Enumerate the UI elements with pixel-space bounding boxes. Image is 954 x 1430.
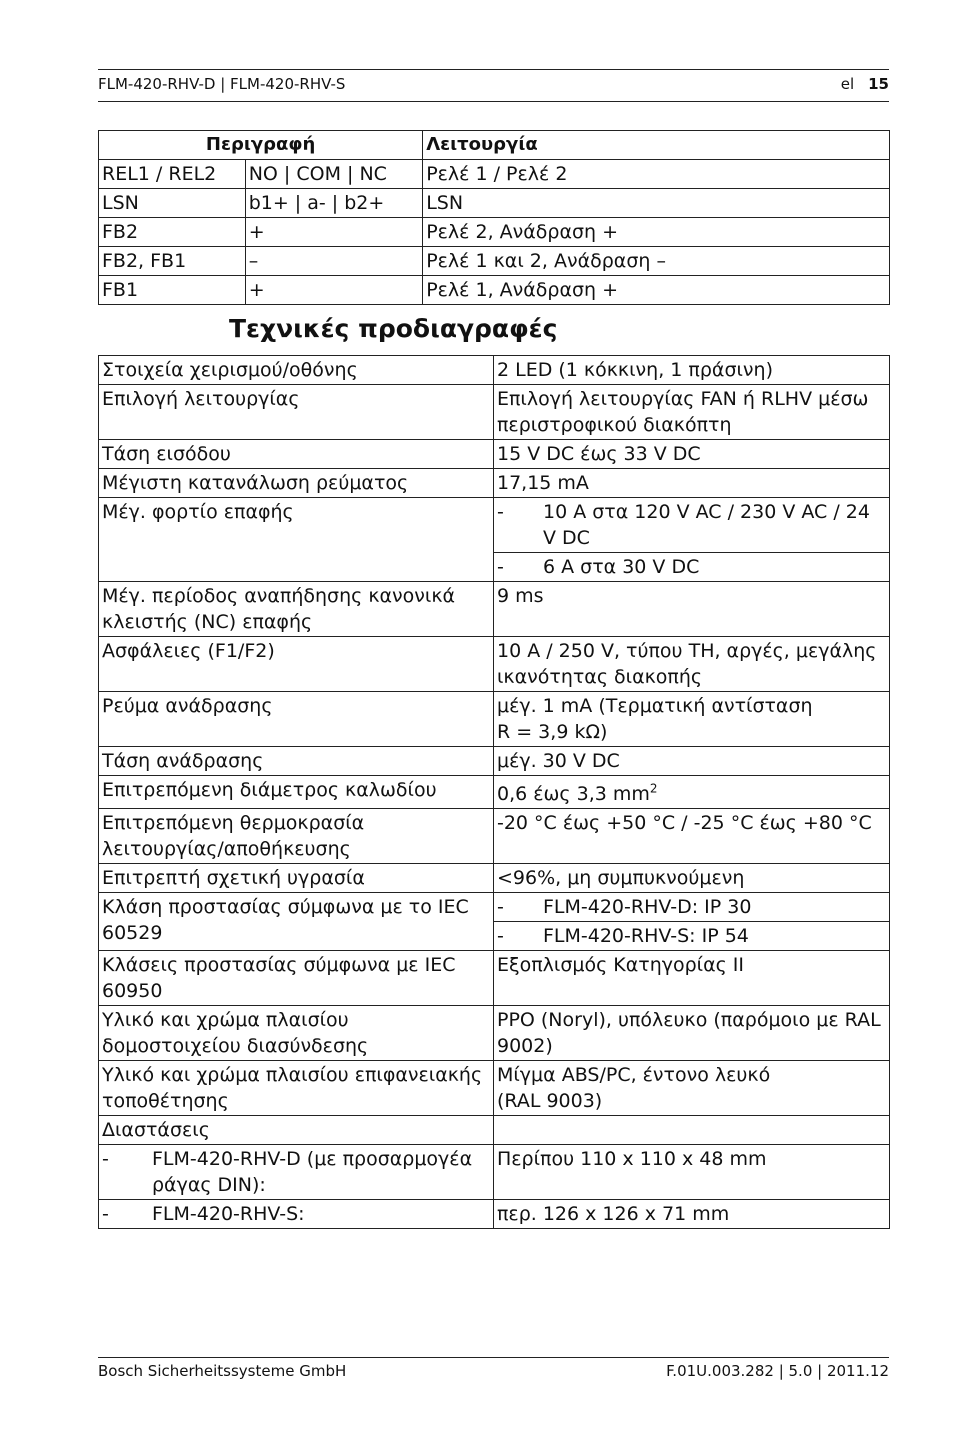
spec-value: PPO (Noryl), υπόλευκο (παρόμοιο με RAL 9002): [493, 1006, 889, 1061]
bullet-text: FLM-420-RHV-S: IP 54: [542, 925, 749, 947]
spec-label: Μέγ. φορτίο επαφής: [99, 498, 494, 582]
spec-label: Κλάσεις προστασίας σύμφωνα με IEC 60950: [99, 951, 494, 1006]
value-text: 0,6 έως 3,3 mm: [496, 783, 650, 805]
table-row: [99, 951, 890, 1006]
page-header: [98, 69, 889, 102]
bullet-text: FLM-420-RHV-S:: [152, 1203, 305, 1225]
footer-company: Bosch Sicherheitssysteme GmbH: [98, 1362, 347, 1380]
spec-label: Υλικό και χρώμα πλαισίου δομοστοιχείου διασύνδεσης: [99, 1006, 494, 1061]
header-language: el: [840, 75, 855, 93]
table-row: [99, 776, 890, 809]
spec-label: Επιτρεπόμενη θερμοκρασία λειτουργίας/αποθήκευσης: [99, 809, 494, 864]
table-cell: b1+ | a- | b2+: [245, 189, 423, 218]
table-row: [99, 385, 890, 440]
section-title: Τεχνικές προδιαγραφές: [229, 314, 558, 343]
table-row: [99, 469, 890, 498]
spec-value: [493, 498, 889, 582]
bullet: -: [496, 556, 504, 578]
spec-label: Επιλογή λειτουργίας: [99, 385, 494, 440]
bullet: -: [102, 1148, 109, 1170]
table-row: [99, 356, 890, 385]
superscript: 2: [649, 781, 658, 796]
spec-label: Μέγιστη κατανάλωση ρεύματος: [99, 469, 494, 498]
table-row: [99, 276, 890, 305]
spec-value: 17,15 mA: [493, 469, 889, 498]
bullet-text: 6 A στα 30 V DC: [542, 556, 700, 578]
spec-label: Επιτρεπτή σχετική υγρασία: [99, 864, 494, 893]
table-row: [99, 893, 890, 951]
specs-table: [98, 355, 890, 1229]
bullet-text: FLM-420-RHV-D (με προσαρμογέα ράγας DIN):: [152, 1148, 473, 1196]
column-header-description: Περιγραφή: [99, 131, 423, 160]
spec-label: Κλάση προστασίας σύμφωνα με το IEC 60529: [99, 893, 494, 951]
table-row: [99, 809, 890, 864]
spec-label: Στοιχεία χειρισμού/οθόνης: [99, 356, 494, 385]
spec-label: Υλικό και χρώμα πλαισίου επιφανειακής τοποθέτησης: [99, 1061, 494, 1116]
table-row: [99, 692, 890, 747]
table-row: [99, 160, 890, 189]
value-line: Μίγμα ABS/PC, έντονο λευκό: [496, 1064, 771, 1086]
table-cell: NO | COM | NC: [245, 160, 423, 189]
spec-value: [493, 893, 889, 951]
value-line: R = 3,9 kΩ): [496, 721, 608, 743]
table-row: [99, 747, 890, 776]
table-row: [99, 498, 890, 582]
spec-value: Εξοπλισμός Κατηγορίας II: [493, 951, 889, 1006]
spec-value: [493, 1061, 889, 1116]
terminal-table: [98, 130, 890, 305]
spec-label: Τάση ανάδρασης: [99, 747, 494, 776]
table-row: [99, 1061, 890, 1116]
spec-value: 2 LED (1 κόκκινη, 1 πράσινη): [493, 356, 889, 385]
table-cell: FB2, FB1: [99, 247, 246, 276]
table-cell: Ρελέ 1 / Ρελέ 2: [423, 160, 890, 189]
column-header-function: Λειτουργία: [423, 131, 890, 160]
spec-value: περ. 126 x 126 x 71 mm: [493, 1200, 889, 1229]
value-line: μέγ. 1 mA (Τερματική αντίσταση: [496, 695, 813, 717]
table-cell: +: [245, 276, 423, 305]
page-footer: [98, 1357, 889, 1380]
table-header-row: [99, 131, 890, 160]
spec-value: 10 A / 250 V, τύπου TH, αργές, μεγάλης ικανότητας διακοπής: [493, 637, 889, 692]
table-row: [99, 582, 890, 637]
table-cell: Ρελέ 1 και 2, Ανάδραση –: [423, 247, 890, 276]
spec-value: [493, 776, 889, 809]
bullet: -: [496, 925, 504, 947]
spec-value: Επιλογή λειτουργίας FAN ή RLHV μέσω περιστροφικού διακόπτη: [493, 385, 889, 440]
spec-label: Ασφάλειες (F1/F2): [99, 637, 494, 692]
table-cell: REL1 / REL2: [99, 160, 246, 189]
bullet-text: FLM-420-RHV-D: IP 30: [542, 896, 752, 918]
bullet: -: [496, 501, 504, 523]
table-row: [99, 1006, 890, 1061]
spec-value: Περίπου 110 x 110 x 48 mm: [493, 1145, 889, 1200]
value-line: (RAL 9003): [496, 1090, 603, 1112]
spec-label: Τάση εισόδου: [99, 440, 494, 469]
bullet: -: [102, 1203, 109, 1225]
page-number: 15: [868, 75, 889, 93]
spec-value: [493, 1116, 889, 1145]
table-row: [99, 189, 890, 218]
spec-value: μέγ. 30 V DC: [493, 747, 889, 776]
spec-label: Μέγ. περίοδος αναπήδησης κανονικά κλειστής (NC) επαφής: [99, 582, 494, 637]
table-row: [99, 440, 890, 469]
spec-label: Ρεύμα ανάδρασης: [99, 692, 494, 747]
header-right: [841, 75, 889, 93]
footer-doc-id: F.01U.003.282 | 5.0 | 2011.12: [666, 1362, 889, 1380]
bullet-text: 10 A στα 120 V AC / 230 V AC / 24 V DC: [542, 501, 870, 549]
table-cell: Ρελέ 2, Ανάδραση +: [423, 218, 890, 247]
table-row: [99, 637, 890, 692]
spec-value: [493, 692, 889, 747]
spec-value: 15 V DC έως 33 V DC: [493, 440, 889, 469]
spec-label: Επιτρεπόμενη διάμετρος καλωδίου: [99, 776, 494, 809]
spec-label: [99, 1145, 494, 1200]
table-row: [99, 864, 890, 893]
table-cell: LSN: [423, 189, 890, 218]
bullet-list: [494, 893, 889, 950]
table-cell: Ρελέ 1, Ανάδραση +: [423, 276, 890, 305]
table-row: [99, 247, 890, 276]
bullet: -: [496, 896, 504, 918]
spec-label: [99, 1200, 494, 1229]
bullet-list: [494, 498, 889, 581]
table-row: [99, 1116, 890, 1145]
table-cell: FB2: [99, 218, 246, 247]
table-row: [99, 1200, 890, 1229]
spec-label: Διαστάσεις: [99, 1116, 494, 1145]
table-cell: –: [245, 247, 423, 276]
spec-value: 9 ms: [493, 582, 889, 637]
table-row: [99, 218, 890, 247]
table-cell: LSN: [99, 189, 246, 218]
table-cell: FB1: [99, 276, 246, 305]
table-row: [99, 1145, 890, 1200]
spec-value: <96%, μη συμπυκνούμενη: [493, 864, 889, 893]
spec-value: -20 °C έως +50 °C / -25 °C έως +80 °C: [493, 809, 889, 864]
table-cell: +: [245, 218, 423, 247]
header-title: FLM-420-RHV-D | FLM-420-RHV-S: [98, 75, 346, 93]
